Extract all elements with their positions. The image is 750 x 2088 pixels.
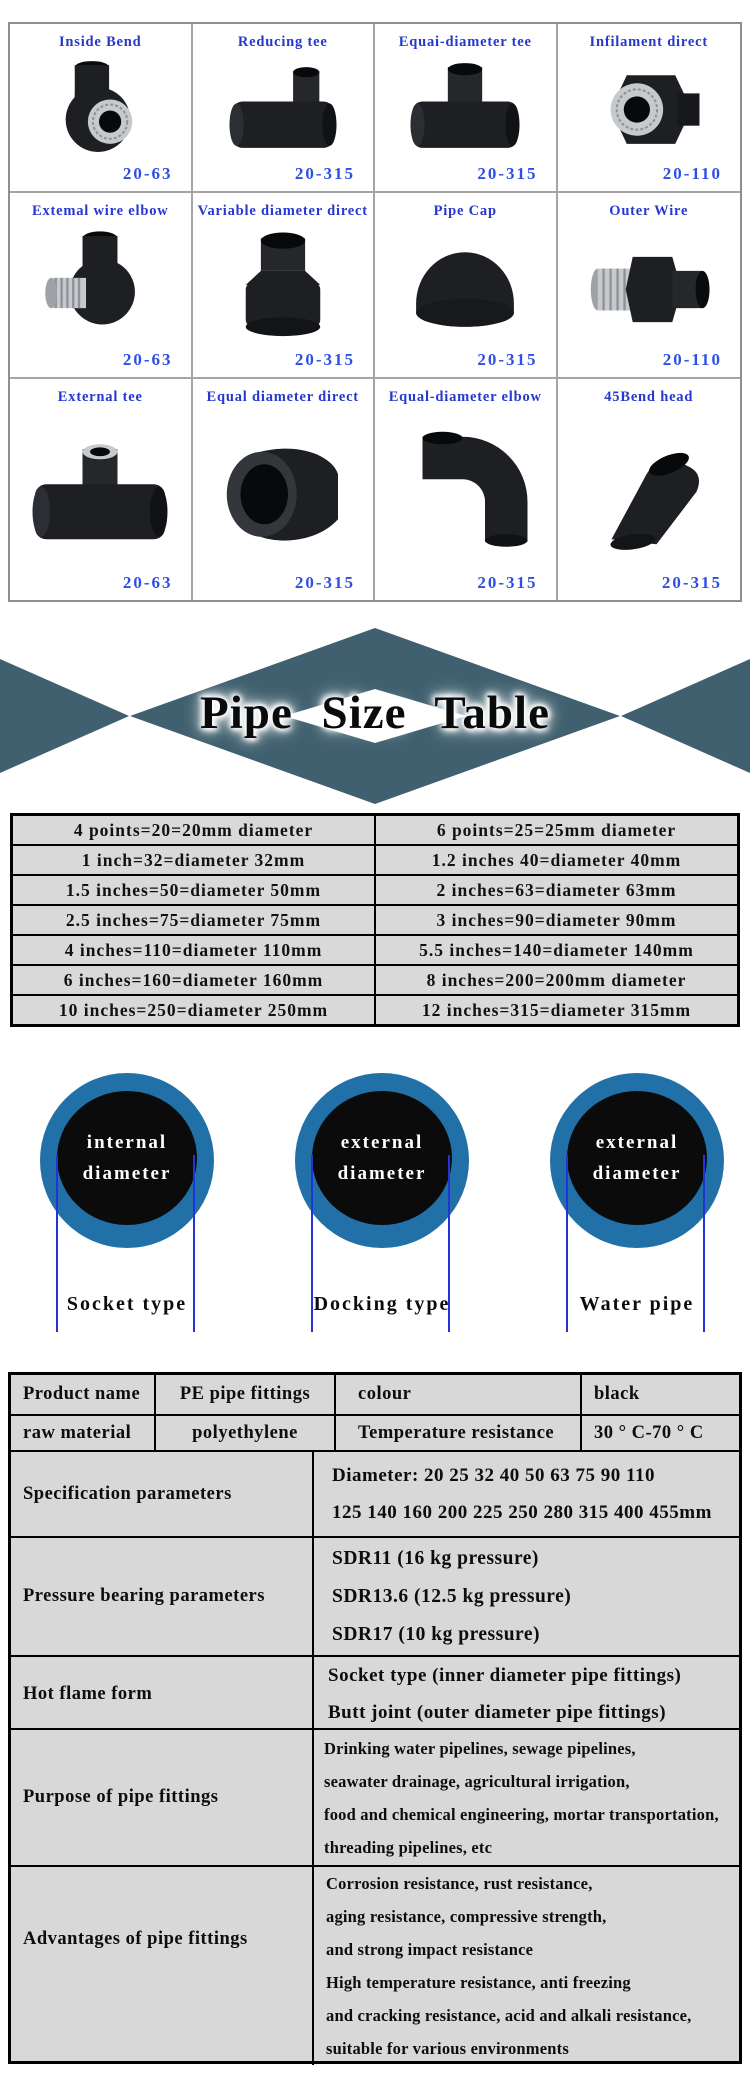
product-grid — [8, 22, 742, 602]
spec-line: 125 140 160 200 225 250 280 315 400 455mm — [332, 1502, 712, 1523]
specification-table — [8, 1372, 742, 2064]
diameter-word-2: diameter — [337, 1163, 427, 1184]
pipe-bore-disc — [312, 1091, 452, 1225]
product-cell-external-wire-elbow — [10, 193, 193, 379]
cap-fitting-icon — [416, 252, 514, 327]
product-size-range: 20-110 — [662, 350, 722, 369]
spec-line: Corrosion resistance, rust resistance, — [326, 1874, 593, 1893]
diagram-water-pipe — [550, 1073, 724, 1335]
product-size-range: 20-315 — [294, 350, 355, 369]
product-label: Equal-diameter elbow — [388, 389, 542, 405]
spec-label-product-name: Product name — [23, 1384, 141, 1404]
product-cell-variable-diameter-direct — [193, 193, 376, 379]
spec-line: and strong impact resistance — [326, 1940, 534, 1959]
product-size-range: 20-315 — [477, 350, 538, 369]
adapter-female-fitting-icon — [610, 75, 699, 144]
product-cell-infilament-direct — [558, 24, 741, 193]
diagram-docking-type — [295, 1073, 469, 1335]
product-label: Pipe Cap — [433, 203, 497, 219]
product-label: 45Bend head — [604, 389, 694, 405]
pipe-bore-disc — [567, 1091, 707, 1225]
product-label: Inside Bend — [58, 34, 142, 50]
product-cell-outer-wire — [558, 193, 741, 379]
product-size-range: 20-315 — [661, 573, 722, 592]
tee-reducing-fitting-icon — [229, 67, 336, 148]
coupling-fitting-icon — [227, 449, 338, 541]
size-cell: 4 points=20=20mm diameter — [12, 815, 376, 846]
bottom-whitespace — [0, 2064, 750, 2088]
spec-line: Socket type (inner diameter pipe fittings) — [328, 1665, 682, 1686]
pipe-fitting-photo — [574, 222, 724, 350]
size-table-row — [12, 815, 739, 846]
size-cell: 4 inches=110=diameter 110mm — [12, 935, 376, 965]
tee-fitting-photo — [390, 53, 540, 164]
product-cell-equal-diameter-tee — [375, 24, 558, 193]
spec-label-pressure-bearing: Pressure bearing parameters — [23, 1586, 265, 1606]
spec-label-raw-material: raw material — [23, 1422, 132, 1443]
pipe-fitting-photo — [574, 408, 724, 573]
spec-value-specification-parameters — [312, 1452, 739, 1536]
diagram-caption: Socket type — [66, 1293, 188, 1315]
spec-line: SDR13.6 (12.5 kg pressure) — [332, 1585, 572, 1607]
size-cell: 3 inches=90=diameter 90mm — [375, 905, 739, 935]
spec-label-temperature-resistance: Temperature resistance — [334, 1416, 580, 1450]
tee-equal-fitting-icon — [411, 63, 520, 148]
spec-label-purpose: Purpose of pipe fittings — [23, 1787, 219, 1807]
spec-line: and cracking resistance, acid and alkali resistance, — [326, 2006, 692, 2025]
pipe-bore-disc — [57, 1091, 197, 1225]
elbow-90-fitting-icon — [423, 432, 528, 547]
product-cell-pipe-cap — [375, 193, 558, 379]
product-label: Equai-diameter tee — [398, 34, 532, 50]
product-cell-equal-diameter-direct — [193, 379, 376, 600]
spec-row-hot-flame-form — [11, 1655, 739, 1728]
size-cell: 8 inches=200=200mm diameter — [375, 965, 739, 995]
product-label: Reducing tee — [237, 34, 328, 50]
pipe-fitting-photo — [25, 53, 175, 164]
spec-label-colour: colour — [334, 1375, 580, 1414]
diameter-word-2: diameter — [82, 1163, 172, 1184]
spec-row-pressure-bearing — [11, 1536, 739, 1655]
pipe-fitting-photo — [25, 408, 175, 573]
size-cell: 1.2 inches 40=diameter 40mm — [375, 845, 739, 875]
diameter-diagrams — [0, 1073, 750, 1335]
diagram-caption: Docking type — [313, 1293, 451, 1315]
spec-value-pressure-bearing — [312, 1538, 739, 1655]
pipe-fitting-photo — [208, 408, 358, 573]
product-size-range: 20-110 — [662, 164, 722, 183]
size-cell: 1 inch=32=diameter 32mm — [12, 845, 376, 875]
spec-line: Diameter: 20 25 32 40 50 63 75 90 110 — [332, 1465, 655, 1486]
spec-row-material-temperature — [11, 1414, 739, 1450]
spec-line: SDR17 (10 kg pressure) — [332, 1623, 540, 1645]
spec-value-raw-material: polyethylene — [154, 1416, 334, 1450]
elbow-female-fitting-icon — [66, 61, 133, 152]
bend-45-fitting-icon — [609, 448, 699, 552]
size-cell: 10 inches=250=diameter 250mm — [12, 995, 376, 1026]
pipe-size-table — [10, 813, 740, 1027]
spec-line: seawater drainage, agricultural irrigation, — [324, 1771, 630, 1791]
pipe-fitting-photo — [390, 408, 540, 573]
product-size-range: 20-315 — [477, 573, 538, 592]
spec-value-temperature-resistance: 30 ° C-70 ° C — [580, 1416, 739, 1450]
size-table-row — [12, 995, 739, 1026]
product-cell-inside-bend — [10, 24, 193, 193]
spec-row-product-colour — [11, 1375, 739, 1414]
product-size-range: 20-63 — [122, 350, 173, 369]
elbow-male-fitting-icon — [46, 231, 136, 324]
size-table-row — [12, 965, 739, 995]
spec-line: suitable for various environments — [326, 2039, 569, 2058]
diameter-word-1: external — [340, 1132, 424, 1153]
product-label: Variable diameter direct — [197, 203, 368, 219]
product-size-range: 20-315 — [294, 164, 355, 183]
spec-label-advantages: Advantages of pipe fittings — [23, 1929, 248, 1949]
product-label: Extemal wire elbow — [31, 203, 169, 219]
spec-row-advantages — [11, 1865, 739, 2061]
diameter-word-2: diameter — [592, 1163, 682, 1184]
spec-line: Drinking water pipelines, sewage pipelines, — [324, 1738, 636, 1758]
pipe-fitting-photo — [25, 222, 175, 350]
size-table-row — [12, 875, 739, 905]
size-cell: 2.5 inches=75=diameter 75mm — [12, 905, 376, 935]
spec-label-specification-parameters: Specification parameters — [23, 1483, 232, 1504]
pipe-size-table-banner — [0, 625, 750, 805]
product-cell-reducing-tee — [193, 24, 376, 193]
diameter-word-1: external — [595, 1132, 679, 1153]
spec-value-hot-flame-form — [312, 1657, 739, 1731]
size-table-row — [12, 905, 739, 935]
product-size-range: 20-315 — [477, 164, 538, 183]
tee-male-fitting-icon — [33, 444, 168, 539]
pipe-fitting-photo — [208, 222, 358, 350]
product-size-range: 20-63 — [122, 164, 173, 183]
diameter-word-1: internal — [86, 1132, 168, 1153]
product-label: Outer Wire — [609, 203, 689, 219]
product-label: External tee — [57, 389, 143, 405]
spec-line: Butt joint (outer diameter pipe fittings) — [328, 1702, 667, 1723]
size-table-row — [12, 845, 739, 875]
size-cell: 1.5 inches=50=diameter 50mm — [12, 875, 376, 905]
product-size-range: 20-63 — [122, 573, 173, 592]
pipe-fitting-photo — [208, 53, 358, 164]
product-size-range: 20-315 — [294, 573, 355, 592]
diagram-socket-type — [40, 1073, 214, 1335]
spec-value-colour: black — [580, 1375, 739, 1414]
size-cell: 12 inches=315=diameter 315mm — [375, 995, 739, 1026]
reducer-fitting-icon — [245, 232, 320, 336]
size-cell: 5.5 inches=140=diameter 140mm — [375, 935, 739, 965]
spec-line: High temperature resistance, anti freezing — [326, 1973, 631, 1992]
spec-line: SDR11 (16 kg pressure) — [332, 1547, 539, 1569]
spec-line: aging resistance, compressive strength, — [326, 1907, 607, 1926]
banner-title: Pipe Size Table — [200, 686, 550, 739]
product-cell-45bend-head — [558, 379, 741, 600]
size-cell: 6 inches=160=diameter 160mm — [12, 965, 376, 995]
adapter-male-fitting-icon — [591, 257, 710, 322]
spec-row-specification-parameters — [11, 1450, 739, 1536]
spec-value-purpose — [312, 1730, 739, 1865]
product-cell-equal-diameter-elbow — [375, 379, 558, 600]
spec-line: threading pipelines, etc — [324, 1837, 493, 1857]
spec-value-product-name: PE pipe fittings — [154, 1375, 334, 1414]
spec-row-purpose — [11, 1728, 739, 1865]
spec-value-advantages — [312, 1867, 739, 2065]
product-label: Infilament direct — [589, 34, 708, 50]
size-cell: 6 points=25=25mm diameter — [375, 815, 739, 846]
size-cell: 2 inches=63=diameter 63mm — [375, 875, 739, 905]
pipe-fitting-photo — [390, 222, 540, 350]
product-label: Equal diameter direct — [206, 389, 359, 405]
spec-label-hot-flame-form: Hot flame form — [23, 1683, 153, 1704]
product-cell-external-tee — [10, 379, 193, 600]
diagram-caption: Water pipe — [579, 1293, 695, 1315]
spec-line: food and chemical engineering, mortar transportation, — [324, 1804, 719, 1824]
pipe-fitting-photo — [574, 53, 724, 164]
size-table-row — [12, 935, 739, 965]
